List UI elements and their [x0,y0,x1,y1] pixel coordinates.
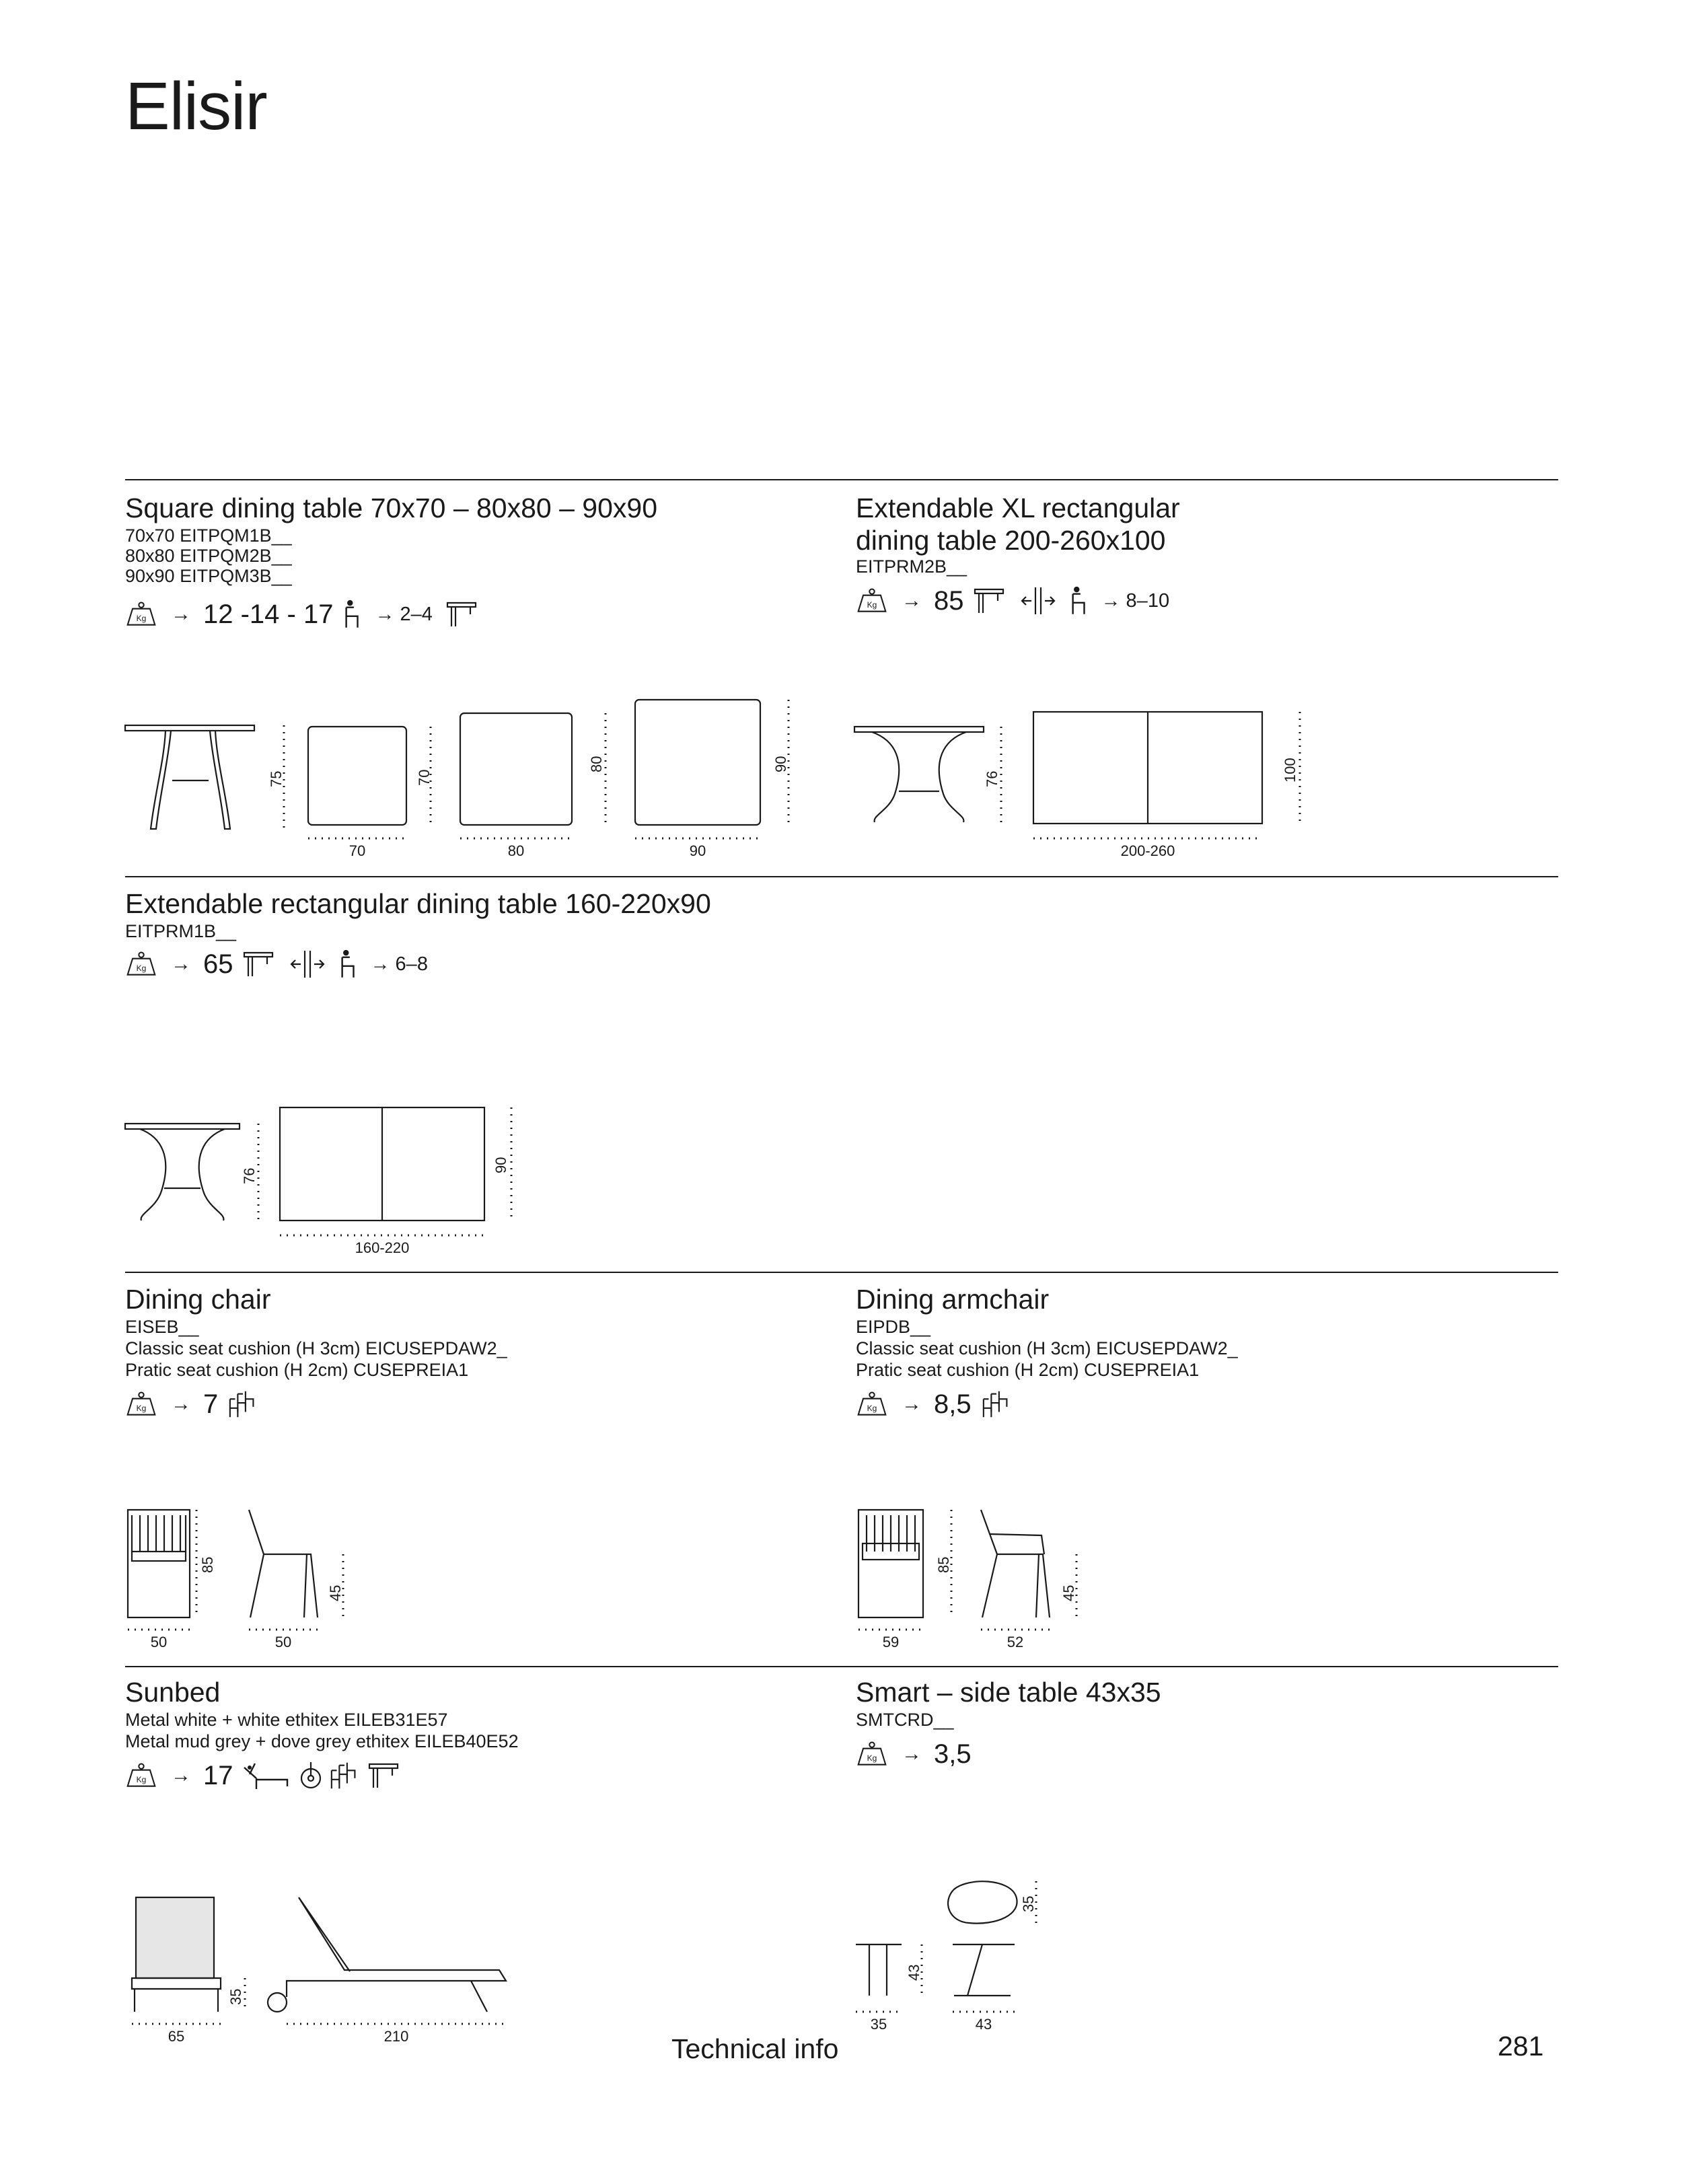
weight-value: 8,5 [934,1389,972,1419]
dim-label: 100 [1282,758,1299,782]
dim-label: 90 [772,756,789,772]
seats-value: → 2–4 [375,603,433,625]
dim-label: 43 [975,2016,992,2033]
rect-table-elevation-drawing [125,1124,240,1221]
square-table-elevation-drawing [125,725,254,829]
dim-label: 80 [507,842,525,859]
dim-label: 80 [588,756,605,772]
xl-table-elevation-drawing [854,727,984,822]
page-title: Elisir [125,69,267,144]
square-table-code-1: 70x70 EITPQM1B__ [125,525,292,546]
dim-label: 160-220 [355,1239,410,1256]
chair-cushion-1: Classic seat cushion (H 3cm) EICUSEPDAW2_ [125,1338,507,1358]
dim-label: 35 [227,1988,244,2005]
weight-value: 17 [203,1760,233,1790]
chair-side-drawing [249,1510,318,1617]
arrow-icon: → [171,1393,191,1415]
weight-value: 12 -14 - 17 [203,599,334,629]
dim-label: 90 [689,842,706,859]
sunbed-variant-1: Metal white + white ethitex EILEB31E57 [125,1710,448,1730]
weight-value: 3,5 [934,1739,972,1769]
rect-table-code: EITPRM1B__ [125,921,237,941]
chair-cushion-2: Pratic seat cushion (H 2cm) CUSEPREIA1 [125,1360,469,1380]
dim-label: 75 [268,770,285,787]
weight-value: 85 [934,585,964,616]
xl-table-code: EITPRM2B__ [856,556,967,577]
smart-code: SMTCRD__ [856,1710,954,1730]
dim-label: 43 [906,1964,922,1981]
sunbed-front-drawing [132,1897,221,2012]
rect-table-title: Extendable rectangular dining table 160-220x90 [125,888,711,919]
dim-label: 76 [984,770,1000,787]
dim-label: 70 [416,769,433,786]
square-top-70 [308,727,406,825]
dimension-guides [128,700,1300,2024]
dim-label: 52 [1007,1634,1024,1650]
sunbed-title: Sunbed [125,1677,221,1708]
armchair-side-drawing [981,1510,1050,1617]
xl-table-title-line1: Extendable XL rectangular [856,493,1180,523]
dim-label: 65 [168,2028,185,2045]
chair-title: Dining chair [125,1284,271,1315]
dim-label: 35 [1020,1895,1037,1912]
armchair-cushion-1: Classic seat cushion (H 3cm) EICUSEPDAW2_ [856,1338,1238,1358]
seats-value: → 8–10 [1101,589,1170,612]
square-top-90 [635,700,760,825]
dim-label: 50 [275,1634,292,1650]
arrow-icon: → [171,603,191,625]
dim-label: 200-260 [1120,842,1175,859]
square-top-80 [460,713,572,825]
dim-label: 90 [492,1157,509,1173]
armchair-cushion-2: Pratic seat cushion (H 2cm) CUSEPREIA1 [856,1360,1200,1380]
dim-label: 85 [935,1556,952,1573]
arrow-icon: → [902,1743,922,1765]
sunbed-variant-2: Metal mud grey + dove grey ethitex EILEB40E52 [125,1731,519,1751]
dim-label: 45 [1060,1585,1077,1601]
arrow-icon: → [902,589,922,612]
page-number: 281 [1498,2031,1544,2062]
chair-code: EISEB__ [125,1317,199,1337]
sunbed-side-drawing [268,1897,506,2012]
armchair-front-drawing [858,1510,923,1617]
arrow-icon: → [902,1393,922,1415]
seats-value: → 6–8 [370,953,428,975]
weight-value: 65 [203,949,233,979]
dim-label: 76 [241,1167,258,1184]
footer-section-label: Technical info [671,2033,839,2064]
chair-front-drawing [128,1510,190,1617]
dim-label: 59 [882,1634,900,1650]
dim-label: 70 [349,842,366,859]
dim-label: 50 [150,1634,168,1650]
arrow-icon: → [171,1764,191,1786]
smart-front-drawing [856,1944,902,1996]
weight-value: 7 [203,1389,219,1419]
armchair-title: Dining armchair [856,1284,1050,1315]
smart-title: Smart – side table 43x35 [856,1677,1161,1708]
arrow-icon: → [171,953,191,975]
xl-table-title-line2: dining table 200-260x100 [856,525,1166,556]
square-table-code-2: 80x80 EITPQM2B__ [125,546,292,566]
armchair-code: EIPDB__ [856,1317,931,1337]
square-table-code-3: 90x90 EITPQM3B__ [125,566,292,586]
smart-top-drawing [948,1881,1017,1923]
smart-side-drawing [953,1944,1015,1996]
dim-label: 210 [383,2028,409,2045]
dim-label: 85 [199,1556,216,1573]
square-table-title: Square dining table 70x70 – 80x80 – 90x90 [125,493,658,523]
dim-label: 35 [870,2016,887,2033]
dim-label: 45 [327,1585,344,1601]
